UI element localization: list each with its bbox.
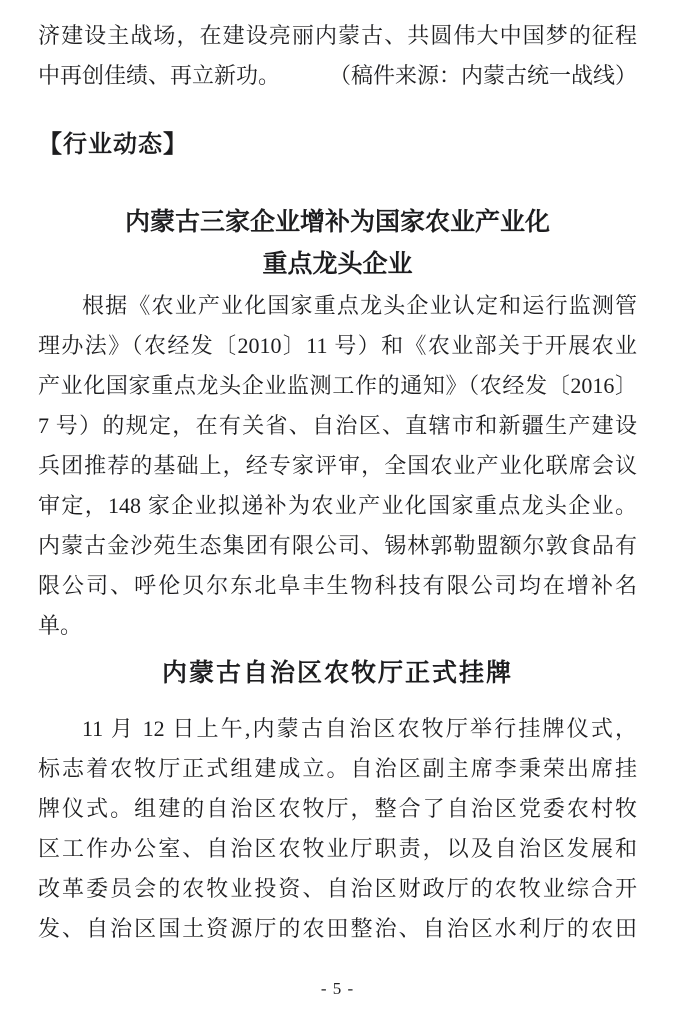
intro-line-2-text: 中再创佳绩、再立新功。 [38, 63, 281, 88]
body-line: 标志着农牧厅正式组建成立。自治区副主席李秉荣出席挂 [38, 756, 637, 781]
body-line: 根据《农业产业化国家重点龙头企业认定和运行监测管 [82, 293, 637, 318]
body-line: 11 月 12 日上午,内蒙古自治区农牧厅举行挂牌仪式， [82, 716, 637, 741]
source-note: （稿件来源：内蒙古统一战线） [328, 63, 637, 88]
body-line: 产业化国家重点龙头企业监测工作的通知》（农经发〔2016〕 [38, 373, 637, 398]
body-line: 改革委员会的农牧业投资、自治区财政厅的农牧业综合开 [38, 876, 637, 901]
page-number: - 5 - [320, 979, 355, 998]
body-line: 区工作办公室、自治区农牧业厅职责，以及自治区发展和 [38, 836, 637, 861]
body-line: 单。 [38, 613, 83, 638]
intro-line-1: 济建设主战场，在建设亮丽内蒙古、共圆伟大中国梦的征程 [38, 23, 637, 48]
body-line: 内蒙古金沙苑生态集团有限公司、锡林郭勒盟额尔敦食品有 [38, 533, 637, 558]
article1-title [38, 202, 637, 286]
article2-title: 内蒙古自治区农牧厅正式挂牌 [161, 660, 513, 687]
body-line: 限公司、呼伦贝尔东北阜丰生物科技有限公司均在增补名 [38, 573, 637, 598]
intro-paragraph [38, 16, 637, 96]
body-line: 兵团推荐的基础上，经专家评审，全国农业产业化联席会议 [38, 453, 637, 478]
article2-body [38, 709, 637, 949]
intro-line-2 [38, 56, 637, 96]
body-line: 审定，148 家企业拟递补为农业产业化国家重点龙头企业。 [38, 493, 637, 518]
body-line: 理办法》（农经发〔2010〕11 号）和《农业部关于开展农业 [38, 333, 637, 358]
article1-title-line-2: 重点龙头企业 [262, 251, 413, 278]
article1-title-line-1: 内蒙古三家企业增补为国家农业产业化 [124, 209, 550, 236]
section-header-industry-news: 【行业动态】 [38, 131, 188, 158]
body-line: 7 号）的规定，在有关省、自治区、直辖市和新疆生产建设 [38, 413, 637, 438]
body-line: 牌仪式。组建的自治区农牧厅，整合了自治区党委农村牧 [38, 796, 637, 821]
article1-body [38, 286, 637, 646]
body-line: 发、自治区国土资源厅的农田整治、自治区水利厅的农田 [38, 916, 637, 941]
